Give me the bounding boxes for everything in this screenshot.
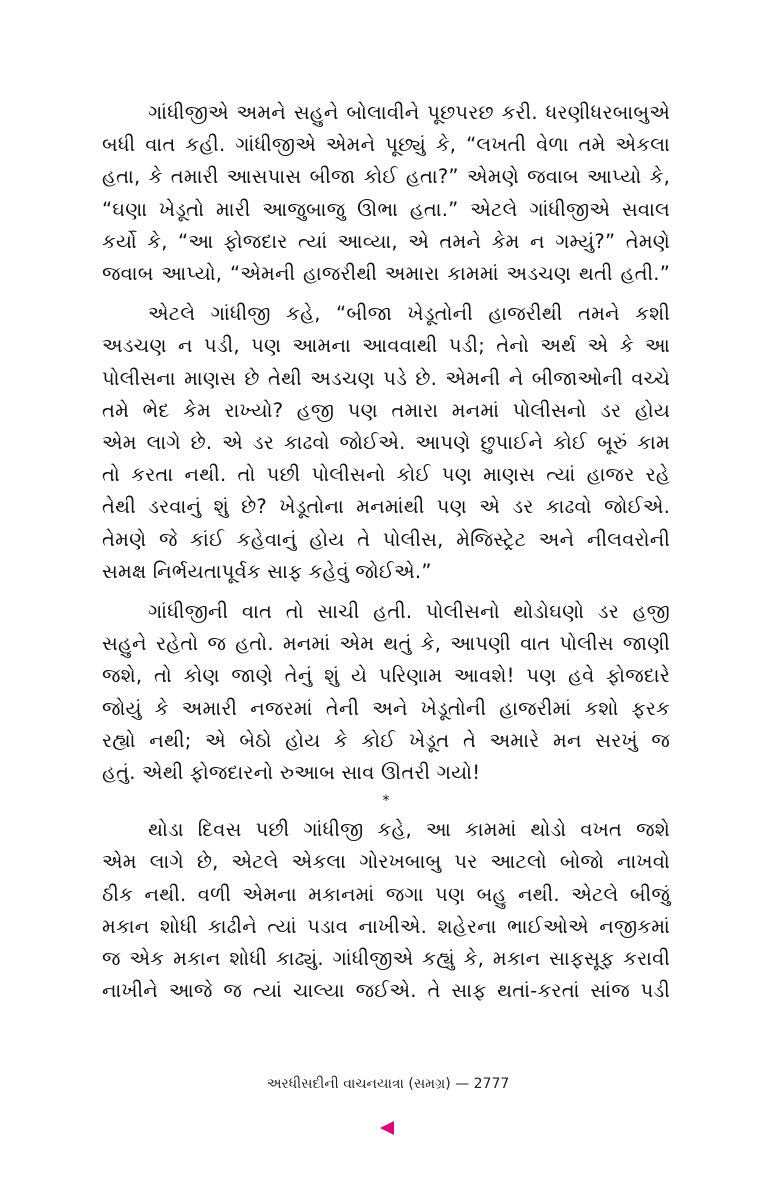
text-line: જવાબ આપ્યો, “એમની હાજરીથી અમારા કામમાં અડચણ થતી હતી.” [102, 262, 670, 286]
text-line: તેમણે જે કાંઈ કહેવાનું હોય તે પોલીસ, મેજિસ્ટ્રેટ અને નીલવરોની [102, 527, 670, 551]
text-line: હતું. એથી ફોજદારનો રુઆબ સાવ ઊતરી ગયો! [102, 761, 481, 785]
section-separator: * [382, 793, 390, 810]
body-text [102, 97, 670, 1007]
paragraph-2 [102, 298, 670, 588]
text-line: કર્યો કે, “આ ફોજદાર ત્યાં આવ્યા, એ તમને કેમ ન ગમ્યું?” તેમણે [102, 229, 670, 253]
text-line: એમ લાગે છે. એ ડર કાઢવો જોઈએ. આપણે છુપાઈને કોઈ બૂરું કામ [102, 431, 670, 455]
text-line: મકાન શોધી કાઢીને ત્યાં પડાવ નાખીએ. શહેરના ભાઈઓએ નજીકમાં [102, 914, 670, 938]
text-line: તમે ભેદ કેમ રાખ્યો? હજી પણ તમારા મનમાં પોલીસનો ડર હોય [102, 398, 670, 422]
text-line: તો કરતા નથી. તો પછી પોલીસનો કોઈ પણ માણસ ત્યાં હાજર રહે [102, 463, 670, 487]
text-line: રહ્યો નથી; એ બેઠો હોય કે કોઈ ખેડૂત તે અમારે મન સરખું જ [102, 728, 670, 752]
previous-page-arrow-icon[interactable] [380, 1121, 394, 1135]
text-line: બધી વાત કહી. ગાંધીજીએ એમને પૂછ્યું કે, “લખતી વેળા તમે એકલા [102, 133, 670, 157]
text-line: પોલીસના માણસ છે તેથી અડચણ પડે છે. એમની ને બીજાઓની વચ્ચે [102, 366, 670, 390]
text-line: ગાંધીજીની વાત તો સાચી હતી. પોલીસનો થોડોઘણો ડર હજી [148, 600, 670, 624]
text-line: સહુને રહેતો જ હતો. મનમાં એમ થતું કે, આપણી વાત પોલીસ જાણી [102, 632, 670, 656]
text-line: નાખીને આજે જ ત્યાં ચાલ્યા જઈએ. તે સાફ થતાં-કરતાં સાંજ પડી [102, 979, 670, 1003]
text-line: ગાંધીજીએ અમને સહુને બોલાવીને પૂછપરછ કરી. ધરણીધરબાબુએ [148, 101, 670, 124]
text-line: એટલે ગાંધીજી કહે, “બીજા ખેડૂતોની હાજરીથી તમને કશી [148, 302, 670, 326]
text-line: “ઘણા ખેડૂતો મારી આજુબાજુ ઊભા હતા.” એટલે ગાંધીજીએ સવાલ [102, 197, 670, 221]
text-line: ઠીક નથી. વળી એમના મકાનમાં જગા પણ બહુ નથી. એટલે બીજું [102, 882, 670, 906]
text-line: તેથી ડરવાનું શું છે? ખેડૂતોના મનમાંથી પણ એ ડર કાઢવો જોઈએ. [102, 495, 670, 519]
text-line: જશે, તો કોણ જાણે તેનું શું યે પરિણામ આવશે! પણ હવે ફોજદારે [102, 664, 670, 688]
paragraph-3 [102, 596, 670, 789]
text-line: અડચણ ન પડી, પણ આમના આવવાથી પડી; તેનો અર્થ એ કે આ [102, 334, 670, 358]
text-line: એમ લાગે છે, એટલે એકલા ગોરખબાબુ પર આટલો બોજો નાખવો [102, 850, 670, 874]
text-line: થોડા દિવસ પછી ગાંધીજી કહે, આ કામમાં થોડો વખત જશે [148, 818, 670, 842]
text-line: હતા, કે તમારી આસપાસ બીજા કોઈ હતા?” એમણે જવાબ આપ્યો કે, [102, 165, 670, 189]
text-line: જ એક મકાન શોધી કાઢ્યું. ગાંધીજીએ કહ્યું કે, મકાન સાફસૂફ કરાવી [102, 947, 670, 971]
page-footer: અરધીસદીની વાચનયાત્રા (સમગ્ર) — 2777 [266, 1076, 510, 1092]
text-line: સમક્ષ નિર્ભયતાપૂર્વક સાફ કહેવું જોઈએ.” [102, 559, 432, 583]
paragraph-1 [102, 97, 670, 290]
paragraph-4 [102, 814, 670, 1007]
text-line: જોયું કે અમારી નજરમાં તેની અને ખેડૂતોની હાજરીમાં કશો ફરક [102, 696, 670, 720]
